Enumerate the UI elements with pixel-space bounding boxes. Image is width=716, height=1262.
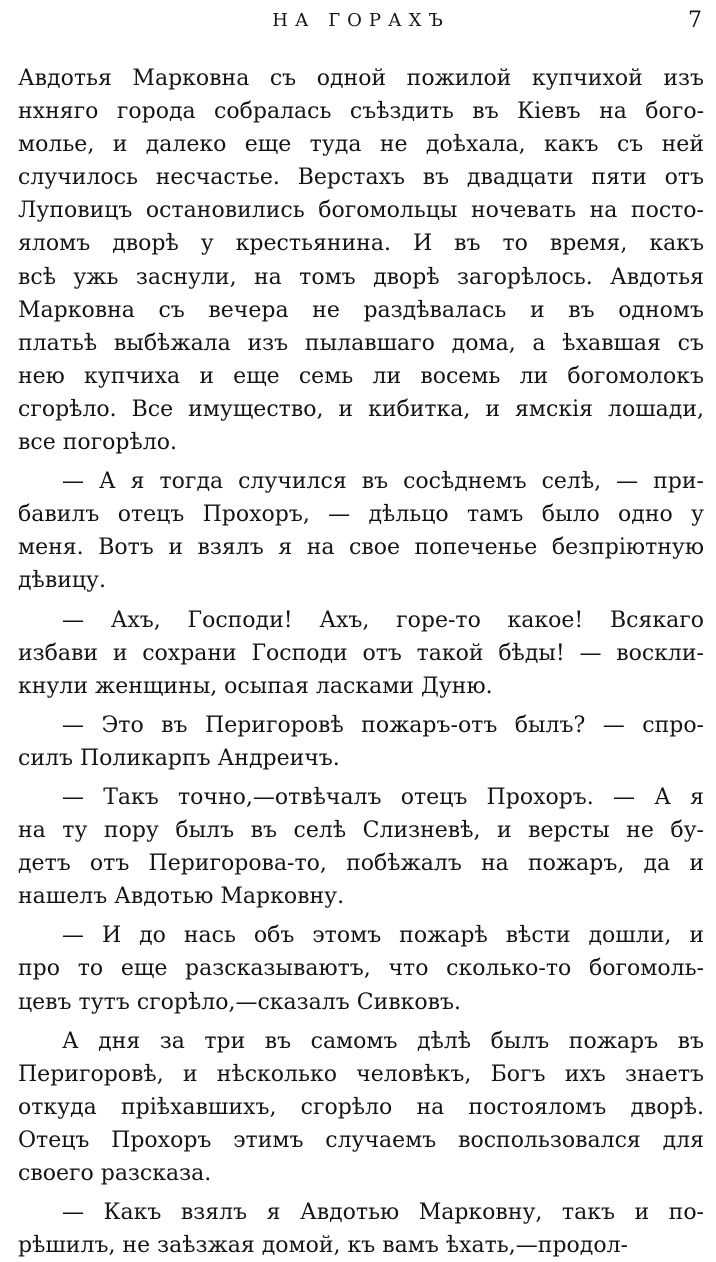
text-line: — Какъ взялъ я Авдотью Марковну, такъ и по-: [62, 1200, 704, 1226]
text-line: — И до нась объ этомъ пожарѣ вѣсти дошли, и: [62, 923, 704, 949]
paragraph: [18, 465, 704, 597]
text-line: силъ Поликарпъ Андреичъ.: [18, 745, 340, 771]
text-line: рѣшилъ, не заѣзжая домой, къ вамъ ѣхать,—продол-: [18, 1233, 628, 1259]
text-line: нашелъ Авдотью Марковну.: [18, 884, 345, 910]
text-line: Отецъ Прохоръ этимъ случаемъ воспользовался для: [18, 1127, 704, 1153]
text-line: все погорѣло.: [18, 430, 177, 456]
running-title: НА ГОРАХЪ: [272, 10, 450, 31]
paragraph: [18, 1196, 704, 1262]
text-line: своего разсказа.: [18, 1161, 212, 1186]
paragraph: [18, 709, 704, 775]
text-line: — Ахъ, Господи! Ахъ, горе-то какое! Всякаго: [62, 607, 704, 633]
text-line: — Такъ точно,—отвѣчалъ отецъ Прохоръ. — А я: [62, 784, 704, 810]
text-line: бавилъ отецъ Прохоръ, — дѣльцо тамъ было одно у: [18, 502, 704, 528]
paragraph: [18, 62, 704, 459]
paragraph: [18, 1025, 704, 1190]
text-line: нею купчиха и еще семь ли восемь ли богомолокъ: [18, 363, 704, 389]
text-line: откуда пріѣхавшихъ, сгорѣло на постояломъ дворѣ.: [18, 1094, 704, 1120]
text-line: детъ отъ Перигорова-то, побѣжалъ на пожаръ, да и: [18, 851, 704, 877]
paragraph: [18, 781, 704, 913]
text-line: — А я тогда случился въ сосѣднемъ селѣ, — при-: [62, 469, 704, 495]
text-line: на ту пору былъ въ селѣ Слизневѣ, и версты не бу-: [18, 818, 704, 844]
text-line: яломъ дворѣ у крестьянина. И въ то время, какъ: [18, 231, 704, 257]
text-line: Перигоровѣ, и нѣсколько человѣкъ, Богъ ихъ знаетъ: [18, 1061, 704, 1087]
text-line: сгорѣло. Все имущество, и кибитка, и ямскія лошади,: [18, 396, 704, 422]
text-line: случилось несчастье. Верстахъ въ двадцати пяти отъ: [18, 165, 704, 191]
text-line: про то еще разсказываютъ, что сколько-то богомоль-: [18, 956, 704, 982]
text-line: молье, и далеко еще туда не доѣхала, какъ съ ней: [18, 132, 704, 158]
text-line: кнули женщины, осыпая ласками Дуню.: [18, 673, 493, 699]
text-line: Луповицъ остановились богомольцы ночевать на посто-: [18, 198, 704, 224]
text-line: — Это въ Перигоровѣ пожаръ-отъ былъ? — спро-: [62, 712, 704, 738]
paragraph: [18, 604, 704, 703]
text-line: цевъ тутъ сгорѣло,—сказалъ Сивковъ.: [18, 989, 461, 1015]
text-body: [18, 62, 704, 1262]
text-line: всѣ ужь заснули, на томъ дворѣ загорѣлось. Авдотья: [18, 264, 704, 290]
text-line: А дня за три въ самомъ дѣлѣ былъ пожаръ въ: [62, 1028, 704, 1054]
text-line: меня. Вотъ и взялъ я на свое попеченье безпріютную: [18, 535, 704, 561]
text-line: дѣвицу.: [18, 568, 106, 594]
page-number: 7: [688, 8, 702, 33]
paragraph: [18, 919, 704, 1018]
text-line: платьѣ выбѣжала изъ пылавшаго дома, а ѣхавшая съ: [18, 330, 704, 356]
text-line: избави и сохрани Господи отъ такой бѣды! — воскли-: [18, 640, 704, 666]
running-head: [18, 8, 704, 42]
text-line: нхняго города собралась съѣздить въ Кіевъ на бого-: [18, 99, 704, 125]
text-line: Марковна съ вечера не раздѣвалась и въ одномъ: [18, 297, 704, 323]
text-line: Авдотья Марковна съ одной пожилой купчихой изъ: [18, 66, 704, 91]
